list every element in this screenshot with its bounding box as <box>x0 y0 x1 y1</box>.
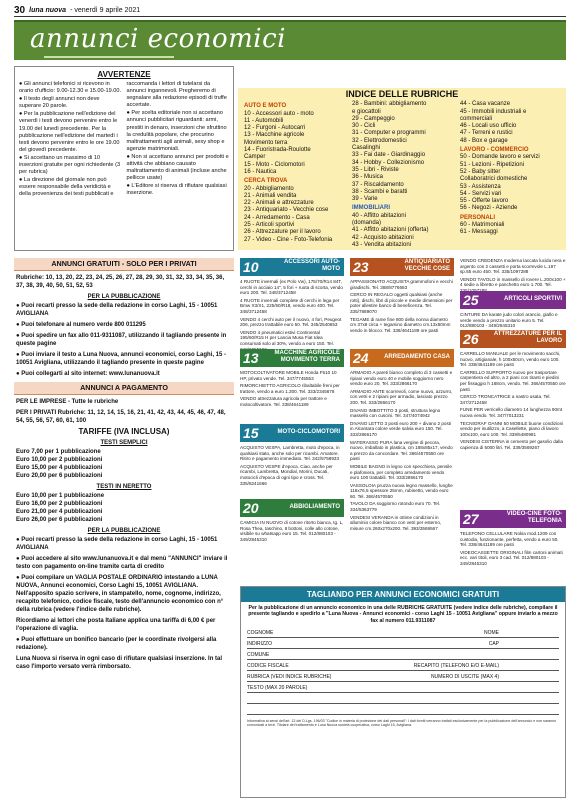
indice-column-2 <box>352 101 452 249</box>
classified-ad: CARRELLO MANUALE per le movimento sacchi, nuovo, artigianale, h 100x50cm, vendo euro 100. Tel. 338/4641189 ore pasti <box>460 351 561 368</box>
form-field-row[interactable] <box>247 627 559 638</box>
category-10 <box>240 258 344 276</box>
category-label: MOTO-CICLOMOTORI <box>277 429 340 435</box>
gratuiti-header: ANNUNCI GRATUITI - SOLO PER I PRIVATI <box>14 258 234 271</box>
classified-ad: ACQUISTO VESPE d'epoca. Ciao, anche per ricambi, Lambretta, Mondial, Morini, Ducati, motocicli d'epoca di ogni tipo e cross. Tel. 335/8241666 <box>240 463 333 486</box>
indice-item: 25 - Articoli sportivi <box>244 222 295 229</box>
pagamento-imprese: PER LE IMPRESE - Tutte le rubriche <box>16 399 119 405</box>
classified-ad: CERCO IN REGALO oggetti qualsiasi (anche rotti), dischi, libri di piccole e medie dimensioni per poter allestire banco di beneficenza. Tel. 335/7889070 <box>350 292 453 314</box>
category-25 <box>460 291 566 309</box>
indice-category: AUTO E MOTO <box>244 103 287 110</box>
section-title: annunci economici <box>30 24 286 54</box>
tariffe-title: TARIFFE (IVA INCLUSA) <box>78 427 170 436</box>
category-20 <box>240 499 344 517</box>
category-number: 26 <box>463 331 479 347</box>
form-field-label: RUBRICA (VEDI INDICE RUBRICHE) <box>247 673 332 680</box>
category-27 <box>460 510 566 528</box>
indice-title: INDICE DELLE RUBRICHE <box>345 89 459 99</box>
classified-ad: VENDO attrezzatura agricola per trattore e motocoltivatore. Tel. 338/4641189 <box>240 396 327 407</box>
category-number: 27 <box>463 511 479 527</box>
category-label: ANTIQUARIATO VECCHIE COSE <box>404 259 450 272</box>
classified-ad: FUNE PER verricello diametro 14 lunghezza 90mt nuova vendo. Tel. 347/7013231 <box>460 407 563 418</box>
indice-item: Movimento terra <box>244 139 288 146</box>
avvertenze-right-column <box>127 81 230 200</box>
indice-item: 42 - Acquisto abitazioni <box>352 234 414 241</box>
indice-category: PERSONALI <box>460 214 496 221</box>
indice-item: 35 - Libri - Riviste <box>352 166 399 173</box>
classified-ad: CAMICIA IN NUOVO di cotone ritorto bianca, tg. L, Rosa Thea, taschino, 8 bottoni, colle allo cotone, visibile su whatsapp euro 15. Tel. 012/880103 - 349/2845310 <box>240 520 344 542</box>
classified-ad: VENDO 4 cerchi auto per il nuovo, 4 fori, Peugeot 206, prezzo trattabile euro 50. Tel. 345/2540653 <box>240 316 342 328</box>
form-field-label: NUMERO DI USCITE (MAX 4) <box>430 673 499 680</box>
form-field-row[interactable] <box>247 671 559 682</box>
indice-item: 51 - Lezioni - Ripetizioni <box>460 161 525 168</box>
indice-item: (domanda) <box>352 220 382 227</box>
indice-item: 46 - Locali uso ufficio <box>460 123 517 130</box>
category-number: 10 <box>243 259 259 275</box>
classified-ad: CARRELLO SUPPORTO nuovo per trasportare carpentiera ed altro, a 2 piani con tiranti e piedini per fissaggio h 168cm, vendo. Tel. 366/4570550 ore pasti <box>460 369 566 392</box>
indice-item: 47 - Terreni e rustici <box>460 130 513 137</box>
form-field-label: RECAPITO (TELEFONO E/O E-MAIL) <box>413 662 499 669</box>
classified-ad: DIVANO IMBOTTITO 3 posti, struttura legno massello con cuscini. Tel. 347/4074942 <box>350 407 441 419</box>
testi-neretto-title: TESTI IN NERETTO <box>96 484 152 490</box>
indice-item: 48 - Box e garage <box>460 137 508 144</box>
classified-ad: CINTURE DA karate judo colori arancio, giallo e verde vendo a prezzo unitario euro 5. Tel. 012/880103 - 349/2845310 <box>460 312 558 329</box>
gratuiti-option-4: ● Puoi inviare il testo a Luna Nuova, annunci economici, corso Laghi, 15 - 10051 Avigliana, utilizzando il tagliando presente in queste pagine <box>16 352 226 366</box>
ads-accessori-auto-moto <box>240 279 344 354</box>
category-number: 23 <box>353 259 369 275</box>
indice-item: Collaboratrici domestiche <box>460 176 528 183</box>
ads-abbigliamento <box>240 520 344 544</box>
indice-item: 28 - Bambini: abbigliamento <box>352 101 427 108</box>
indice-item: 37 - Riscaldamento <box>352 181 404 188</box>
avvertenze-left-column <box>19 81 122 200</box>
pagamento-option-2: ● Puoi accedere al sito www.lunanuova.it e dal menù "ANNUNCI" inviare il testo con pagamento on-line tramite carta di credito <box>16 556 228 570</box>
avvertenze-item: raccomanda i lettori di tutelarsi da annunci ingannevoli. Pregheremo di segnalare alla redazione episodi di truffe accertate. <box>126 81 227 109</box>
category-number: 20 <box>243 500 259 516</box>
gratuiti-option-1: ● Puoi recarti presso la sede della redazione in corso Laghi, 15 - 10051 AVIGLIANA <box>16 303 218 317</box>
gratuiti-rubriche: Rubriche: 10, 13, 20, 22, 23, 24, 25, 26, 27, 28, 29, 30, 31, 32, 33, 34, 35, 36, 37, 38, 39, 40, 50, 51, 52, 53 <box>16 275 225 289</box>
classified-ad: MOBILE BAGNO in legno con specchiera, pensile e plafoniera, per completo arredamento vendo euro 100 trattabili. Tel. 333/2866170 <box>350 463 452 481</box>
indice-item: 29 - Campeggio <box>352 115 395 122</box>
category-13 <box>240 349 344 367</box>
classified-ad: 4 RUOTE invernali (ex Polo Vw), 175/70/R14 84T, cerchi in acciaio 14", 5 fori + ruota di scorta, vendo euro 200. Tel. 348/3712458 <box>240 279 343 296</box>
category-label: ABBIGLIAMENTO <box>289 504 340 510</box>
classified-ad: VIDEOCASSETTE ORIGINALI film cartoni animati ecc. vari titoli, euro 3 cad. Tel. 012/880103 - 349/2845310 <box>460 549 563 566</box>
form-field-row[interactable] <box>247 638 559 649</box>
ads-articoli-sportivi <box>460 312 566 331</box>
indice-column-1 <box>244 101 344 249</box>
classified-ad: RIMORCHIETTO AGRICOLO ribaltabile freni per trattore, vendo a euro 1.300. Tel. 333/2345678 <box>240 383 340 394</box>
category-label: ACCESSORI AUTO-MOTO <box>283 259 340 272</box>
pagamento-header: ANNUNCI A PAGAMENTO <box>14 382 234 395</box>
indice-item: 22 - Animali e attrezzature <box>244 200 314 207</box>
indice-item: 34 - Hobby - Collezionismo <box>352 159 425 166</box>
classified-ad: VENDO 4 pneumatici estivi Continental 195/60/R15 H per Lancia Musa Fiat Idea consumati solo al 30%, vendo a euro 150. Tel. <box>240 329 334 346</box>
banner-underline <box>44 56 174 58</box>
category-24 <box>350 349 454 367</box>
avvertenze-item: ● Non si accettano annunci per prodotti e attività che abbiano causato maltrattamento di animali (incluse anche pellicce usate) <box>126 153 229 182</box>
indice-category: CERCA TROVA <box>244 178 288 185</box>
indice-item: 36 - Musica <box>352 174 384 181</box>
page-number: 30 <box>14 5 26 16</box>
indice-category: IMMOBILIARI <box>352 205 390 212</box>
indice-item: 33 - Fai date - Giardinaggio <box>352 152 426 159</box>
category-label: MACCHINE AGRICOLE MOVIMENTO TERRA <box>274 350 340 363</box>
avvertenze-item: ● Il testo degli annunci non deve superare 20 parole. <box>19 96 100 110</box>
form-blank-line[interactable] <box>247 693 559 704</box>
page-header <box>14 5 566 17</box>
tariff-line: Euro 16,00 per 2 pubblicazioni <box>16 501 103 507</box>
pagamento-option-3: ● Puoi compilare un VAGLIA POSTALE ORDINARIO intestando a LUNA NUOVA, Annunci economici, Corso Laghi 15, 10051 AVIGLIANA. Nell'apposito spazio scrivere, in stampatello, nome, cognome, indirizzo, recapito telefonico, codice fiscale, testo dell'annuncio economico con n° della rubrica (vedere l'indice delle rubriche). <box>16 575 224 613</box>
form-field-label: COGNOME <box>247 629 274 636</box>
indice-item: 39 - Varie <box>352 196 378 203</box>
category-label: ARREDAMENTO CASA <box>384 354 450 360</box>
tariff-line: Euro 10,00 per 2 pubblicazioni <box>16 457 103 463</box>
pagamento-per-pubblicazione: PER LA PUBBLICAZIONE <box>87 528 161 534</box>
tagliando-fields <box>241 627 565 715</box>
indice-rubriche <box>238 88 566 250</box>
classified-ad: ARMADIO ANTE scorrevoli, come nuovo, azzurro, con vetri e 2 ripiani per armadio, lasciato prezzo 200. Tel. 333/2866170 <box>350 388 453 405</box>
ads-arredamento-continued <box>460 258 566 296</box>
indice-item: 40 - Affitto abitazioni <box>352 212 406 219</box>
indice-item: 26 - Attrezzature per il lavoro <box>244 229 321 236</box>
avvertenze-box <box>14 66 234 251</box>
avvertenze-item: ● Per la pubblicazione nell'edizione del venerdì i testi devono pervenire entro le 19.00 del lunedì precedente. Per la pubblicazione nell'edizione del martedì i testi devono pervenire entro le ore 19.00 del giovedì precedente. <box>19 111 120 153</box>
publication-name: luna nuova <box>29 7 67 14</box>
classified-ad: VENDESI VERANDA in ottime condizioni in alluminio colore bianco con vetri per esterno, misure cm.260x270x200. Tel. 393/3569567 <box>350 514 442 531</box>
pagamento-note: Ricordiamo ai lettori che posta Italiane applica una tariffa di 6,00 € per l'operazione di vaglia. <box>16 618 216 632</box>
avvertenze-title: AVVERTENZE <box>97 70 151 79</box>
category-label: ATTREZZATURE PER IL LAVORO <box>493 331 562 344</box>
classified-ad: MOTOCOLTIVATORE MOBILE Honda F510 10 HP, privato vende. Tel. 347/7745553 <box>240 370 337 381</box>
info-panel <box>14 258 234 798</box>
pagamento-option-4: ● Puoi effettuare un bonifico bancario (per le coordinate rivolgersi alla redazione). <box>16 637 217 651</box>
indice-item: e giocattoli <box>352 108 381 115</box>
avvertenze-item: ● Gli annunci telefonici si ricevono in orario d'ufficio: 9.00-12.30 e 15.00-19.00. <box>19 81 122 95</box>
indice-item: 45 - Immobili industriali e <box>460 108 527 115</box>
indice-item: 13 - Macchine agricole <box>244 132 305 139</box>
indice-item: 23 - Antiquariato - Vecchie cose <box>244 207 329 214</box>
indice-item: 16 - Nautica <box>244 168 277 175</box>
classified-ad: VENDO CREDENZA moderna laccata lucida nera e argento con 2 cassetti e porta scorrevole L.197 sp.55 euro 450. Tel. 335/1097288 <box>460 258 566 275</box>
category-label: ARTICOLI SPORTIVI <box>503 296 562 302</box>
ads-video-cine-foto <box>460 531 566 569</box>
avvertenze-item: ● Per scelta editoriale non si accettano annunci pubblicitari riguardanti: armi, prestiti in denaro, inserzioni che sfruttino la credulità popolare, che procurino maltrattamenti agli animali, sexy shop e agenzie matrimoniali. <box>126 110 227 152</box>
indice-item: 38 - Scambi e baratti <box>352 188 408 195</box>
category-number: 25 <box>463 292 479 308</box>
classified-ad: TAVOLO DA soggiorno rotondo euro 70. Tel. 334/5363779 <box>350 501 441 513</box>
testi-semplici-list <box>16 448 232 480</box>
classified-ad: ACQUISTO VESPA, Lambretta, moto d'epoca, in qualsiasi stato, anche solo per ricambi. Amatore. Ritiro e pagamento immediato. Tel. 342/5758933 <box>240 445 340 462</box>
category-label: VIDEO-CINE FOTO-TELEFONIA <box>506 511 562 524</box>
indice-item: 14 - Fuoristrada-Roulotte <box>244 147 311 154</box>
category-23 <box>350 258 454 276</box>
gratuiti-option-3: ● Puoi spedire un fax allo 011-9311087, utilizzando il tagliando presente in queste pagine <box>16 333 227 347</box>
indice-item: Camper <box>244 154 266 161</box>
indice-item: 61 - Messaggi <box>460 229 498 236</box>
classified-ad: VENDESI CISTERNA in cemento per gasolio dalla capienza di 5000 litri. Tel. 339/3569267 <box>460 439 563 450</box>
testi-semplici-title: TESTI SEMPLICI <box>100 440 148 446</box>
form-field-row[interactable] <box>247 660 559 671</box>
ads-antiquariato <box>350 279 454 335</box>
form-field-label: CODICE FISCALE <box>247 662 289 669</box>
indice-item: 12 - Furgoni - Autocarri <box>244 125 306 132</box>
tariff-line: Euro 26,00 per 6 pubblicazioni <box>16 517 103 523</box>
classified-ad: DIVANO LETTO 3 posti euro 200 + divano 2 posti in Alcantara colore verde salvia euro 150. Tel. 333/2866170 <box>350 420 452 437</box>
classified-ad: CERCO TRONCATRICE a nastro usata. Tel. 347/2712458 <box>460 394 551 405</box>
ads-attrezzature-lavoro <box>460 351 566 453</box>
indice-item: 31 - Computer e programmi <box>352 130 426 137</box>
ads-area <box>240 258 566 584</box>
indice-item: 54 - Servizi vari <box>460 190 502 197</box>
indice-item: 53 - Assistenza <box>460 183 501 190</box>
classified-ad: TELEFONO CELLULARE Nokia mod.1209 con custodia, funzionante, perfetta, vendo a euro 50. Tel. 338/4641189 ore pasti <box>460 531 559 548</box>
indice-item: 32 - Elettrodomestici <box>352 137 407 144</box>
indice-item: 10 - Accessori auto - moto <box>244 110 314 117</box>
tariff-line: Euro 15,00 per 4 pubblicazioni <box>16 465 103 471</box>
tariff-line: Euro 20,00 per 6 pubblicazioni <box>16 473 103 479</box>
indice-item: 56 - Negozi - Aziende <box>460 205 518 212</box>
testi-neretto-list <box>16 492 232 524</box>
ads-moto-ciclomotori <box>240 445 344 488</box>
avvertenze-item: ● La direzione del giornale non può essere responsabile della veridicità e della provenienza dei testi pubblicati e <box>19 177 114 198</box>
category-number: 15 <box>243 425 259 441</box>
form-field-label: COMUNE <box>247 651 270 658</box>
indice-item: 60 - Matrimoniali <box>460 222 505 229</box>
gratuiti-option-2: ● Puoi telefonare al numero verde 800 011295 <box>16 322 146 328</box>
pagamento-option-1: ● Puoi recarti presso la sede della redazione in corso Laghi, 15 - 10051 AVIGLIANA <box>16 537 218 551</box>
category-number: 13 <box>243 350 259 366</box>
classified-ad: ARMADIO A pareti bianco completo di 3 cassetti e ripiani vendo euro 40 e mobile soggiorno nero vendo euro 20. Tel. 333/2866170 <box>350 370 453 387</box>
form-field-label: CAP <box>488 640 499 647</box>
category-15 <box>240 424 344 442</box>
tariff-line: Euro 10,00 per 1 pubblicazione <box>16 493 105 499</box>
privacy-note: Informativa ai sensi dell'art. 13 del D.Lgs. 196/03 "Codice in materia di protezione dei dati personali": I dati forniti verranno trattati esclusivamente per la pubblicazione dell'annuncio e non saranno comunicati a terzi. Titolare del trattamento è Luna Nuova società cooperativa, corso Laghi 15, Avigliana. <box>247 718 557 728</box>
classified-ad: TEGAME di rame fine 800 della nonna diametro cm 37x8 circa + tegamino diametro cm.13x50mm vendo in blocco. Tel. 338/4641189 ore pasti <box>350 316 451 333</box>
tariff-line: Euro 21,00 per 4 pubblicazioni <box>16 509 103 515</box>
indice-item: Casalinghi <box>352 145 381 152</box>
pagamento-disclaimer: Luna Nuova si riserva in ogni caso di rifiutare qualsiasi inserzione. In tal caso l'importo versato verrà rimborsato. <box>16 656 223 670</box>
avvertenze-item: ● Si accettano un massimo di 10 inserzioni gratuite per ogni richiedente (3 per rubrica) <box>19 154 121 176</box>
indice-column-3 <box>460 101 560 249</box>
ads-macchine-agricole <box>240 370 344 410</box>
indice-item: 41 - Affitto abitazioni (offerta) <box>352 227 429 234</box>
gratuiti-option-5: ● Puoi collegarti al sito internet: www.lunanuova.it <box>16 371 160 377</box>
classified-ad: TECNIGRAF OANNI 50 MOBILE buone condizioni vendo per inutilizzo, a Casellette, piano di lavoro 100x100, euro 100. Tel. 339/5480981 <box>460 420 564 437</box>
classified-ad: VENDO TAVOLO in massello di rovere L.200x100 + 4 sedie a libretto e panchetto euro 1.700. Tel. <box>460 276 566 288</box>
category-number: 24 <box>353 350 369 366</box>
form-field-label: TESTO (MAX 20 PAROLE) <box>247 684 308 691</box>
indice-item: 44 - Casa vacanze <box>460 101 511 108</box>
classified-ad: MATERASSO PURA lana vergine di pecora, nuovo, imballato in plastica, cm 188x85x17, vendo a prezzo da concordare. Tel. 366/4570550 ore pasti <box>350 439 453 462</box>
indice-item: 20 - Abbigliamento <box>244 185 294 192</box>
tariff-line: Euro 7,00 per 1 pubblicazione <box>16 449 101 455</box>
indice-item: 43 - Vendita abitazioni <box>352 241 412 248</box>
indice-item: 30 - Cicli <box>352 123 376 130</box>
category-26 <box>460 330 566 348</box>
indice-item: 27 - Video - Cine - Foto-Telefonia <box>244 236 333 243</box>
tagliando-title: TAGLIANDO PER ANNUNCI ECONOMICI GRATUITI <box>241 587 565 602</box>
classified-ad: APPASSIONATO ACQUISTA grammofoni e vecchi giradischi. Tel. 388/8776683 <box>350 279 453 290</box>
avvertenze-item: ● L'Editore si riserva di rifiutare qualsiasi inserzione. <box>126 183 227 197</box>
gratuiti-per-pubblicazione: PER LA PUBBLICAZIONE <box>87 294 161 300</box>
indice-category: LAVORO - COMMERCIO <box>460 147 529 154</box>
form-field-label: NOME <box>484 629 499 636</box>
publication-date: - venerdì 9 aprile 2021 <box>70 7 141 14</box>
classified-ad: VASSOLOIA pruzza nuova legno massello, lunghe 116x76,5 spessore 25mm, rubinetto, vendo euro 60. Tel. 366/4570550 <box>350 482 453 499</box>
form-blank-line[interactable] <box>247 704 559 715</box>
indice-item: 24 - Arredamento - Casa <box>244 214 310 221</box>
section-banner <box>14 20 566 60</box>
form-field-row[interactable] <box>247 649 559 660</box>
tagliando-intro: Per la pubblicazione di un annuncio economico in una delle RUBRICHE GRATUITE (vedere indice delle rubriche), compilare il presente tagliando e spedirlo a "Luna Nuova - Annunci economici - corso Laghi 15 - 10051 Avigliana" oppure inviarlo a mezzo fax al numero 011.9311087 <box>248 605 558 624</box>
form-field-row[interactable] <box>247 682 559 693</box>
indice-item: commerciali <box>460 115 493 122</box>
ads-arredamento-casa <box>350 370 454 533</box>
classified-ad: 4 RUOTE invernali complete di cerchi in lega per Bmw X3/X1, 225/50/R18, vendo euro 400. Tel. 348/3712458 <box>240 297 340 314</box>
indice-item: 50 - Domande lavoro e servizi <box>460 154 540 161</box>
tagliando-form <box>240 586 566 798</box>
indice-item: 55 - Offerte lavoro <box>460 198 509 205</box>
indice-item: 21 - Animali vendita <box>244 192 297 199</box>
indice-item: 11 - Automobili <box>244 117 284 124</box>
pagamento-privati: PER I PRIVATI Rubriche: 11, 12, 14, 15, 16, 21, 41, 42, 43, 44, 45, 46, 47, 48, 54, 55, 56, 57, 60, 61, 100 <box>16 410 226 424</box>
form-field-label: INDIRIZZO <box>247 640 272 647</box>
indice-item: 52 - Baby sitter <box>460 168 501 175</box>
indice-item: 15 - Moto - Ciclomotori <box>244 161 305 168</box>
